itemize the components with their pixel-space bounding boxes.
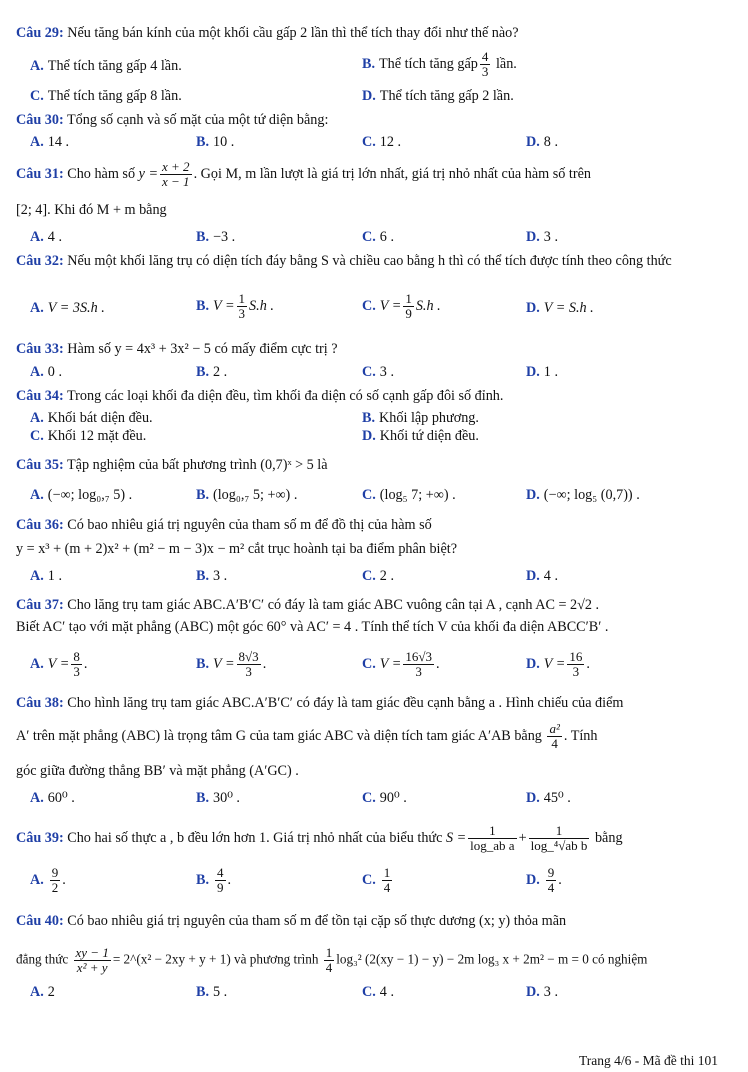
question-stem: Hàm số y = 4x³ + 3x² − 5 có mấy điểm cực trị ? (67, 341, 338, 357)
options-row (0, 88, 748, 110)
question-29 (16, 24, 732, 43)
options-row (0, 568, 748, 590)
option-b[interactable]: B. (log₀,₇ 5; +∞) . (196, 487, 298, 503)
option-d[interactable]: D. 8 . (526, 134, 558, 150)
option-a[interactable]: A. 2 (30, 984, 55, 1000)
option-a[interactable]: A. 1 . (30, 568, 62, 584)
option-a[interactable]: A. 0 . (30, 364, 62, 380)
options-row (0, 428, 748, 450)
question-stem: Cho hai số thực a , b đều lớn hơn 1. Giá trị nhỏ nhất của biểu thức (67, 829, 443, 846)
question-36-line2: y = x³ + (m + 2)x² + (m² − m − 3)x − m² cắt trục hoành tại ba điểm phân biệt? (16, 541, 458, 557)
option-b[interactable]: B. 10 . (196, 134, 235, 150)
option-a[interactable]: A. 14 . (30, 134, 70, 150)
option-c[interactable]: C. 6 . (362, 229, 394, 245)
question-label: Câu 33: (16, 341, 64, 357)
option-a[interactable]: A. Thể tích tăng gấp 4 lần. (30, 58, 182, 74)
options-row (0, 229, 748, 251)
options-row (0, 291, 748, 322)
options-row (0, 984, 748, 1006)
question-label: Câu 29: (16, 25, 64, 41)
question-39: Câu 39: Cho hai số thực a , b đều lớn hơn 1. Giá trị nhỏ nhất của biểu thức S = $\frac{1}{\text{log\_ab a}}$ + $\frac{1}{\text{log\_⁴√ab b}}$ bằng (16, 823, 623, 853)
option-c[interactable]: C. V = $\frac{16√3}{3}$ . (362, 649, 440, 679)
option-d[interactable]: D. 45⁰ . (526, 790, 571, 806)
question-38-line2: A′ trên mặt phẳng (ABC) là trọng tâm G của tam giác ABC và diện tích tam giác A′AB bằng $\frac{\text{a²}}{4}$ . Tính (16, 721, 598, 751)
question-label: Câu 38: (16, 695, 64, 711)
question-37 (16, 596, 732, 615)
option-d[interactable]: D. Khối tứ diện đều. (362, 428, 479, 444)
option-d[interactable]: D. 3 . (526, 229, 558, 245)
option-b[interactable]: B. −3 . (196, 229, 236, 245)
options-row (0, 134, 748, 156)
question-stem: Cho lăng trụ tam giác ABC.A′B′C′ có đáy là tam giác ABC vuông cân tại A , cạnh AC = 2√2 . (67, 597, 600, 613)
question-31-line2: [2; 4]. Khi đó M + m bằng (16, 202, 167, 218)
question-stem: Có bao nhiêu giá trị nguyên của tham số m để tồn tại cặp số thực dương (x; y) thỏa mãn (67, 913, 567, 929)
option-a[interactable]: A. 60⁰ . (30, 790, 75, 806)
question-40 (16, 912, 732, 931)
option-d[interactable]: D. 4 . (526, 568, 558, 584)
question-31: Câu 31: Cho hàm số y = $\frac{x + 2}{x - 1}$ . Gọi M, m lần lượt là giá trị lớn nhất, giá trị nhỏ nhất của hàm số trên (16, 159, 591, 189)
question-label: Câu 40: (16, 913, 64, 929)
option-b[interactable]: B. 30⁰ . (196, 790, 240, 806)
question-label: Câu 37: (16, 597, 64, 613)
option-b[interactable]: B. V = $\frac{8√3}{3}$ . (196, 649, 267, 679)
option-c[interactable]: C. 3 . (362, 364, 394, 380)
option-b[interactable]: B. Khối lập phương. (362, 410, 479, 426)
question-label: Câu 36: (16, 517, 64, 533)
option-d[interactable]: D. 1 . (526, 364, 558, 380)
question-stem: Nếu một khối lăng trụ có diện tích đáy bằng S và chiều cao bằng h thì có thể tích được tính theo công thức (67, 253, 672, 269)
option-c[interactable]: C. V = $\frac{1}{9}$ S.h . (362, 291, 441, 321)
option-d[interactable]: D. Thể tích tăng gấp 2 lần. (362, 88, 514, 104)
option-c[interactable]: C. $\frac{1}{4}$ (362, 865, 391, 895)
option-a[interactable]: A. V = 3S.h . (30, 300, 105, 316)
option-a[interactable]: A. $\frac{9}{2}$ . (30, 865, 66, 895)
question-32 (16, 252, 732, 271)
option-b[interactable]: B. 3 . (196, 568, 228, 584)
option-d[interactable]: D. $\frac{9}{4}$ . (526, 865, 562, 895)
option-a[interactable]: A. V = $\frac{8}{3}$ . (30, 649, 88, 679)
question-35 (16, 456, 732, 475)
option-a[interactable]: A. 4 . (30, 229, 62, 245)
option-b[interactable]: B. V = $\frac{1}{3}$ S.h . (196, 291, 274, 321)
option-d[interactable]: D. 3 . (526, 984, 558, 1000)
option-c[interactable]: C. (log₅ 7; +∞) . (362, 487, 456, 503)
options-row (0, 790, 748, 812)
option-b[interactable]: B. $\frac{4}{9}$ . (196, 865, 232, 895)
option-b[interactable]: B. 5 . (196, 984, 228, 1000)
options-row (0, 49, 748, 80)
question-stem: Có bao nhiêu giá trị nguyên của tham số m để đồ thị của hàm số (67, 517, 432, 533)
question-38 (16, 694, 732, 713)
options-row (0, 649, 748, 680)
question-label: Câu 34: (16, 388, 64, 404)
option-b[interactable]: B. 2 . (196, 364, 228, 380)
question-label: Câu 39: (16, 829, 64, 846)
option-c[interactable]: C. 90⁰ . (362, 790, 407, 806)
options-row (0, 865, 748, 896)
option-c[interactable]: C. Thể tích tăng gấp 8 lần. (30, 88, 182, 104)
question-30 (16, 111, 732, 130)
options-row (0, 487, 748, 509)
question-stem: Cho hình lăng trụ tam giác ABC.A′B′C′ có đáy là tam giác đều cạnh bằng a . Hình chiếu của điểm (67, 695, 624, 711)
option-d[interactable]: D. V = $\frac{16}{3}$ . (526, 649, 590, 679)
option-c[interactable]: C. 4 . (362, 984, 394, 1000)
question-stem: Tập nghiệm của bất phương trình (0,7)ˣ > 5 là (67, 457, 328, 473)
question-34 (16, 387, 732, 406)
question-stem: Tổng số cạnh và số mặt của một tứ diện bằng: (67, 112, 329, 128)
question-37-line2: Biết AC′ tạo với mặt phẳng (ABC) một góc 60° và AC′ = 4 . Tính thể tích V của khối đa diện ABCC′B′ . (16, 619, 609, 635)
options-row (0, 364, 748, 386)
question-33 (16, 340, 732, 359)
option-b[interactable]: B. Thể tích tăng gấp $\frac{4}{3}$ lần. (362, 49, 517, 79)
option-c[interactable]: C. Khối 12 mặt đều. (30, 428, 147, 444)
question-38-line3: góc giữa đường thẳng BB′ và mặt phẳng (A′GC) . (16, 763, 299, 779)
question-40-line2: đẳng thức $\frac{xy - 1}{\text{x² + y}}$ = 2^(x² − 2xy + y + 1) và phương trình $\frac{1}{4}$ log₃² (2(xy − 1) − y) − 2m log₃ x + 2m² − m = 0 có nghiệm (16, 945, 648, 975)
question-label: Câu 31: (16, 165, 64, 182)
option-a[interactable]: A. Khối bát diện đều. (30, 410, 153, 426)
question-label: Câu 30: (16, 112, 64, 128)
question-stem: Nếu tăng bán kính của một khối cầu gấp 2 lần thì thể tích thay đổi như thế nào? (67, 25, 519, 41)
page-footer: Trang 4/6 - Mã đề thi 101 (579, 1053, 718, 1068)
option-a[interactable]: A. (−∞; log₀,₇ 5) . (30, 487, 133, 503)
option-c[interactable]: C. 2 . (362, 568, 394, 584)
option-d[interactable]: D. V = S.h . (526, 300, 594, 316)
question-label: Câu 35: (16, 457, 64, 473)
question-36 (16, 516, 732, 535)
option-d[interactable]: D. (−∞; log₅ (0,7)) . (526, 487, 640, 503)
question-stem: Trong các loại khối đa diện đều, tìm khối đa diện có số cạnh gấp đôi số đỉnh. (67, 388, 504, 404)
question-label: Câu 32: (16, 253, 64, 269)
option-c[interactable]: C. 12 . (362, 134, 402, 150)
